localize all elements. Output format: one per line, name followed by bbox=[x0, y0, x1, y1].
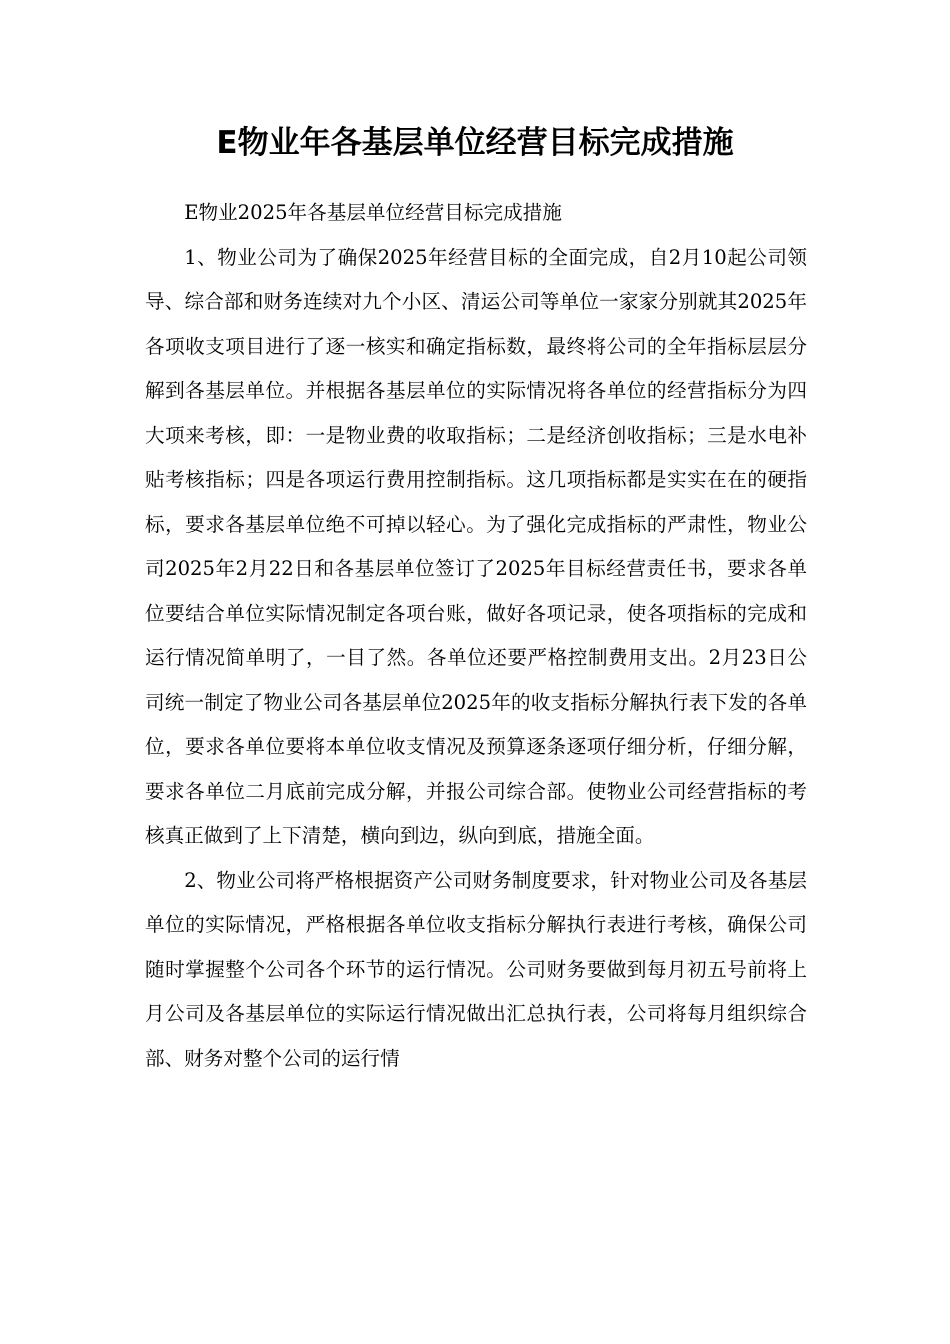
document-body bbox=[145, 191, 807, 1081]
subtitle-paragraph: E物业2025年各基层单位经营目标完成措施 bbox=[184, 201, 562, 224]
paragraph-1: 1、物业公司为了确保2025年经营目标的全面完成，自2月10起公司领导、综合部和财务连续对九个小区、清运公司等单位一家家分别就其2025年各项收支项目进行了逐一核实和确定指标数，最终将公司的全年指标层层分解到各基层单位。并根据各基层单位的实际情况将各单位的经营指标分为四大项来考核，即：一是物业费的收取指标；二是经济创收指标；三是水电补贴考核指标；四是各项运行费用控制指标。这几项指标都是实实在在的硬指标，要求各基层单位绝不可掉以轻心。为了强化完成指标的严肃性，物业公司2025年2月22日和各基层单位签订了2025年目标经营责任书，要求各单位要结合单位实际情况制定各项台账，做好各项记录，使各项指标的完成和运行情况简单明了，一目了然。各单位还要严格控制费用支出。2月23日公司统一制定了物业公司各基层单位2025年的收支指标分解执行表下发的各单位，要求各单位要将本单位收支情况及预算逐条逐项仔细分析，仔细分解，要求各单位二月底前完成分解，并报公司综合部。使物业公司经营指标的考核真正做到了上下清楚，横向到边，纵向到底，措施全面。 bbox=[145, 245, 807, 847]
paragraph-2: 2、物业公司将严格根据资产公司财务制度要求，针对物业公司及各基层单位的实际情况，严格根据各单位收支指标分解执行表进行考核，确保公司随时掌握整个公司各个环节的运行情况。公司财务要做到每月初五号前将上月公司及各基层单位的实际运行情况做出汇总执行表，公司将每月组织综合部、财务对整个公司的运行情 bbox=[145, 868, 807, 1070]
document-title: E物业年各基层单位经营目标完成措施 bbox=[216, 125, 734, 161]
